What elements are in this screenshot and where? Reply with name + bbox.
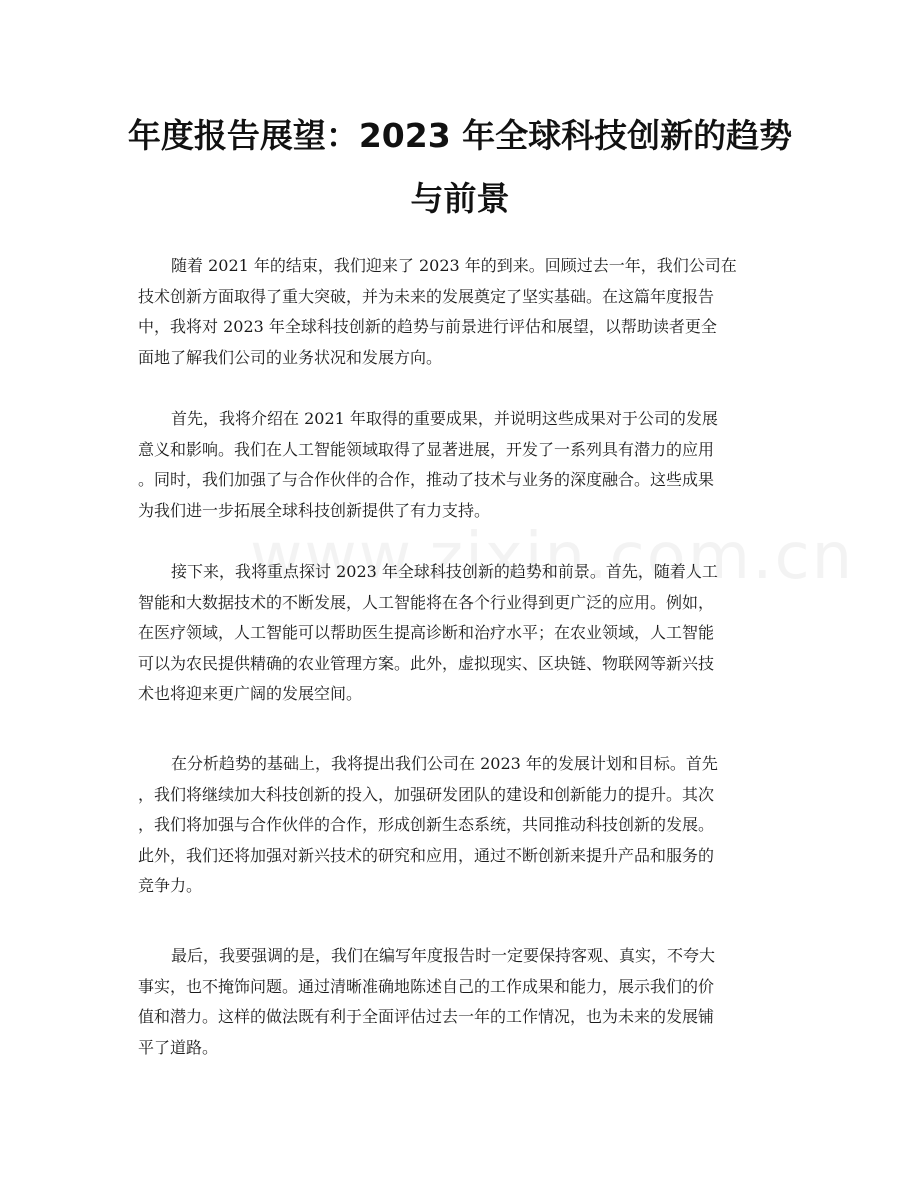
title-line-2: 与前景	[410, 179, 510, 218]
paragraph-line: 随着 2021 年的结束，我们迎来了 2023 年的到来。回顾过去一年，我们公司在	[171, 256, 737, 275]
paragraph-line: 意义和影响。我们在人工智能领域取得了显著进展，开发了一系列具有潜力的应用	[138, 439, 715, 459]
paragraph-line: 竞争力。	[138, 876, 203, 895]
paragraph-line: 接下来，我将重点探讨 2023 年全球科技创新的趋势和前景。首先，随着人工	[171, 562, 718, 581]
paragraph-line: 在分析趋势的基础上，我将提出我们公司在 2023 年的发展计划和目标。首先	[171, 754, 718, 773]
paragraph-1	[138, 251, 786, 373]
paragraph-line: 术也将迎来更广阔的发展空间。	[138, 684, 363, 703]
paragraph-line: 为我们进一步拓展全球科技创新提供了有力支持。	[138, 500, 491, 520]
paragraph-line: 。同时，我们加强了与合作伙伴的合作，推动了技术与业务的深度融合。这些成果	[138, 470, 715, 489]
paragraph-line: 平了道路。	[138, 1037, 219, 1057]
paragraph-line: 此外，我们还将加强对新兴技术的研究和应用，通过不断创新来提升产品和服务的	[138, 845, 715, 865]
paragraph-line: 智能和大数据技术的不断发展，人工智能将在各个行业得到更广泛的应用。例如，	[138, 592, 715, 612]
paragraph-line: 首先，我将介绍在 2021 年取得的重要成果，并说明这些成果对于公司的发展	[171, 409, 718, 428]
paragraph-line: 值和潜力。这样的做法既有利于全面评估过去一年的工作情况，也为未来的发展铺	[138, 1007, 715, 1026]
paragraph-4	[138, 749, 786, 902]
paragraph-line: 中，我将对 2023 年全球科技创新的趋势与前景进行评估和展望，以帮助读者更全	[138, 317, 717, 336]
paragraph-2	[138, 404, 786, 526]
paragraph-line: ，我们将继续加大科技创新的投入，加强研发团队的建设和创新能力的提升。其次	[138, 784, 715, 804]
paragraph-line: ，我们将加强与合作伙伴的合作，形成创新生态系统，共同推动科技创新的发展。	[138, 815, 715, 834]
paragraph-5	[138, 941, 786, 1063]
paragraph-3	[138, 557, 786, 710]
paragraph-line: 最后，我要强调的是，我们在编写年度报告时一定要保持客观、真实，不夸大	[171, 946, 716, 965]
paragraph-line: 可以为农民提供精确的农业管理方案。此外，虚拟现实、区块链、物联网等新兴技	[138, 653, 715, 673]
paragraph-line: 面地了解我们公司的业务状况和发展方向。	[138, 347, 443, 367]
paragraph-line: 事实，也不掩饰问题。通过清晰准确地陈述自己的工作成果和能力，展示我们的价	[138, 976, 715, 996]
title-line-1: 年度报告展望：2023 年全球科技创新的趋势	[127, 116, 793, 155]
paragraph-line: 技术创新方面取得了重大突破，并为未来的发展奠定了坚实基础。在这篇年度报告	[138, 286, 715, 306]
paragraph-line: 在医疗领域，人工智能可以帮助医生提高诊断和治疗水平；在农业领域，人工智能	[138, 623, 715, 642]
